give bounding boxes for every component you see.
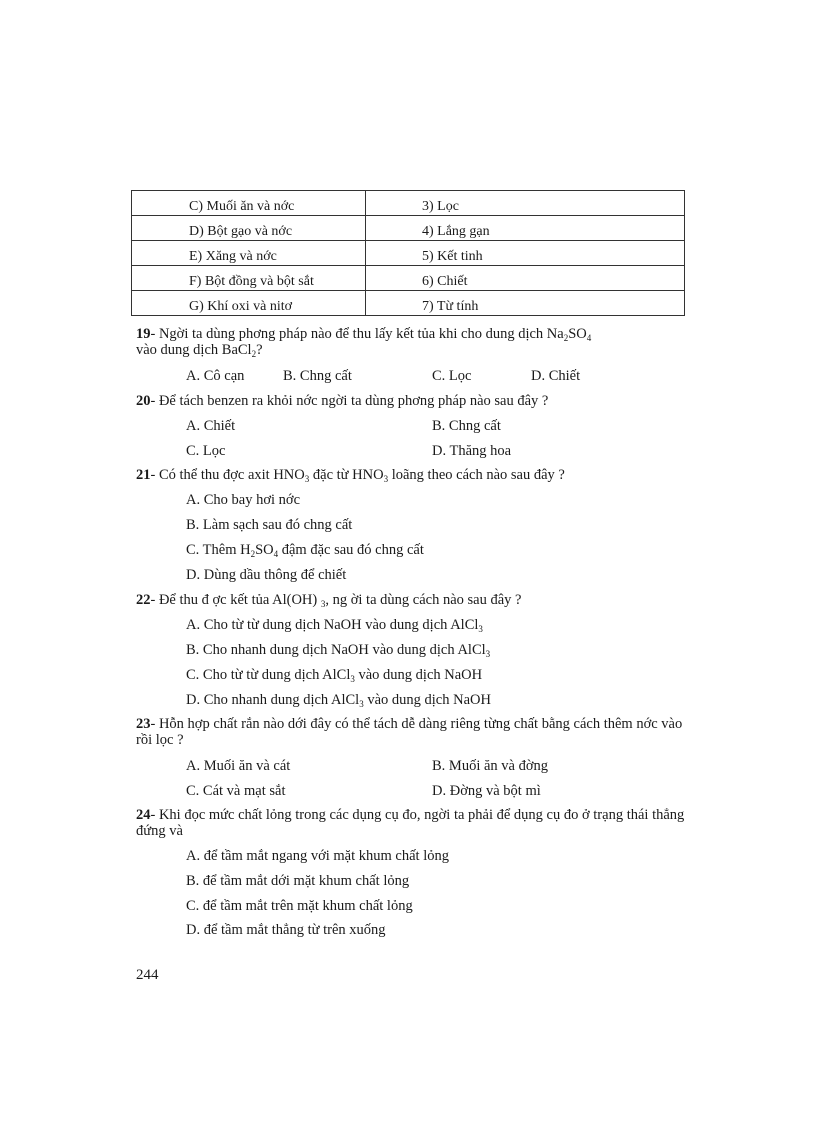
option-c: C. Lọc [186, 443, 226, 459]
question-21: 21- Có thể thu đợc axit $HNO_3$ đặc từ $HNO_3$ loãng theo cách nào sau đây ? [136, 467, 565, 484]
question-22: 22- Để thu đ ợc kết tủa Al(OH) $_3$, ng ời ta dùng cách nào sau đây ? [136, 592, 522, 609]
table-cell-left: C) Muối ăn và nớc [132, 191, 366, 216]
table-cell-left: G) Khí oxi và nitơ [132, 291, 366, 316]
question-23 [136, 716, 686, 748]
option-a: A. Chiết [186, 418, 236, 434]
matching-table [131, 190, 685, 316]
option-d: D. Đờng và bột mì [432, 783, 541, 799]
option-a: A. Cho bay hơi nớc [186, 492, 301, 508]
question-20 [136, 393, 686, 409]
table-row [132, 266, 685, 291]
option-d: D. Dùng dầu thông để chiết [186, 567, 347, 583]
option-d: D. để tầm mắt thẳng từ trên xuống [186, 922, 386, 938]
option-c: C. để tầm mắt trên mặt khum chất lỏng [186, 898, 413, 914]
option-a: A. để tầm mắt ngang với mặt khum chất lỏng [186, 848, 449, 864]
option-b: B. Chng cất [432, 418, 501, 434]
table-cell-right: 6) Chiết [366, 266, 685, 291]
table-cell-left: D) Bột gạo và nớc [132, 216, 366, 241]
option-b: B. để tầm mắt dới mặt khum chất lỏng [186, 873, 410, 889]
table-cell-right: 3) Lọc [366, 191, 685, 216]
option-a: A. Cho từ từ dung dịch NaOH vào dung dịch AlCl$_3$ [186, 617, 483, 634]
option-a: A. Cô cạn [186, 368, 245, 384]
option-b: B. Làm sạch sau đó chng cất [186, 517, 353, 533]
table-cell-left: F) Bột đồng và bột sắt [132, 266, 366, 291]
question-text: - Hỗn hợp chất rắn nào dới đây có thể tách dễ dàng riêng từng chất bằng cách thêm nớc vào rồi lọc ? [136, 716, 683, 748]
table-row [132, 191, 685, 216]
option-c: C. Lọc [432, 368, 472, 384]
page-number: 244 [136, 967, 159, 983]
question-text: - Ngời ta dùng phơng pháp nào để thu lấy kết tủa khi cho dung dịch Na [150, 326, 564, 342]
table-row [132, 291, 685, 316]
option-b: B. Muối ăn và đờng [432, 758, 549, 774]
option-a: A. Muối ăn và cát [186, 758, 291, 774]
question-24 [136, 807, 686, 839]
question-text: - Khi đọc mức chất lỏng trong các dụng cụ đo, ngời ta phải để dụng cụ đo ở trạng thái thẳng đứng và [136, 807, 685, 839]
option-c: C. Cho từ từ dung dịch AlCl$_3$ vào dung dịch NaOH [186, 667, 483, 684]
question-number: 20 [136, 393, 151, 409]
option-d: D. Thăng hoa [432, 443, 512, 459]
question-number: 24 [136, 807, 151, 823]
option-d: D. Cho nhanh dung dịch AlCl$_3$ vào dung dịch NaOH [186, 692, 491, 709]
option-c: C. Cát và mạt sắt [186, 783, 286, 799]
question-number: 22 [136, 592, 151, 608]
table-row [132, 241, 685, 266]
table-cell-right: 7) Từ tính [366, 291, 685, 316]
option-b: B. Cho nhanh dung dịch NaOH vào dung dịch AlCl$_3$ [186, 642, 491, 659]
option-b: B. Chng cất [283, 368, 352, 384]
table-row [132, 216, 685, 241]
option-d: D. Chiết [531, 368, 581, 384]
question-number: 23 [136, 716, 151, 732]
question-text: - Để tách benzen ra khỏi nớc ngời ta dùng phơng pháp nào sau đây ? [150, 393, 549, 409]
table-cell-left: E) Xăng và nớc [132, 241, 366, 266]
table-cell-right: 4) Lắng gạn [366, 216, 685, 241]
question-19: 19- Ngời ta dùng phơng pháp nào để thu lấy kết tủa khi cho dung dịch $Na_2SO_4$ vào dung dịch BaCl$_2$? [136, 326, 592, 359]
question-number: 21 [136, 467, 151, 483]
table-cell-right: 5) Kết tinh [366, 241, 685, 266]
option-c: C. Thêm $H_2SO_4$ đậm đặc sau đó chng cất [186, 542, 424, 559]
question-number: 19 [136, 326, 151, 342]
